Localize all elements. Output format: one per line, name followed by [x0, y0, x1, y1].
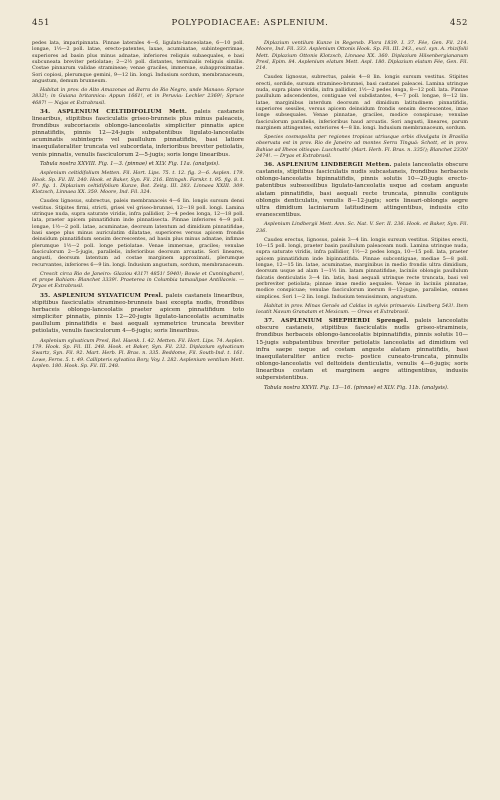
right-column: [256, 40, 468, 792]
description: Caudex lignosus, subrectus, paleis 4—8 lin. longis sursum vestitus. Stipites erecti, sordide, sursum stramineo-brunnei, basi castanei paleacei. Lamina utrinque nuda, supra plane viridis, infra pallidior, 1½—2 pedes longa, 8—12 poll. lata. Pinnae paullulum adscendentes, contiguae vel subdistantes, 4—7 poll. longae, 8—12 lin. latae, marginibus interdum deorsum ad dimidium latitudinem pinnatifidis, superiores sessiles, versus apicem deinsidum frondis sensim decrescentes, imae longe subsequales. Venae pinnatae, graciles, modice conspicuae; venulae fasciculorum parallelis, inferioribus haud arcuatis. Sori angusti, lineares, parum marginem attingentes, exteriores 4—8 lin. longi. Indusium membranaceum, sordum.: [256, 74, 468, 131]
habitat-paragraph: Species cosmopolita per regiones tropicas utriusque orbis divulgata in Brasilia observata est in prov. Rio de Janeiro ad montes Serra Tinguá: Schott, et in prov. Bahiae ad Ilheos oltisque: Luschnath! (Mart. Herb. Fl. Bras. n. 335!); Blanchet 2330! 2474!. — Dryas et Extrabrasil.: [256, 133, 468, 159]
plate-citation: Tabula nostra XXVII. Fig. 13—16. (pinnae) et XLV. Fig. 11b. (analysis).: [264, 384, 449, 391]
synonymy: Asplenium Lindbergii Mett. Ann. Sc. Nat. V. Ser. II. 236. Hook. et Baker, Syn. Fil. 236.: [256, 221, 468, 234]
page-number-left: 451: [32, 18, 51, 28]
left-column: [32, 40, 244, 792]
running-title: POLYPODIACEAE: ASPLENIUM.: [171, 18, 329, 28]
habitat-paragraph: Habitat in prov. Minas Geraës ad Caldas in sylvis primaevis: Lindberg 543!. Item locatit Navum Granatam et Mexicum. — Oreas et Extrabrasil.: [256, 302, 468, 315]
plate-citation: Tabula nostra XXVIII. Fig. 1—3. (pinnae) et XLV. Fig. 11a. (analysis).: [40, 161, 220, 168]
synonymy: Asplenium celtidifolium Metten. Fil. Hort. Lips. 75. t. 12. fig. 3—6. Asplen. 179. Hook. Sp. Fil. III. 240. Hook. et Baker, Syn. Fil. 216. Ettingsh. Farnkr. t. 95. fig. 8. t. 97. fig. 1. Diplazium celtidifolium Kunze, Bot. Zeitg. III. 283. Linnaea XXIII. 309. Klotzsch, Linnaea XX. 359. Moore, Ind. Fil. 324.: [32, 170, 244, 196]
synonymy: Asplenium sylvaticum Presl, Rel. Haenk. I. 42. Metten. Fil. Hort. Lips. 74. Asplen. 179. Hook. Sp. Fil. III. 248. Hook. et Baker, Syn. Fil. 232. Diplazium sylvaticum Swartz, Syn. Fil. 92. Mart. Herb. Fl. Bras. n. 335. Beddome, Fil. South-Ind. t. 161. Lowe, Ferns. 5. t. 49. Callipteris sylvatica Bory, Voy. I. 282. Asplenium ventilum Mett. Asplen. 180. Hook. Sp. Fil. III. 248.: [32, 337, 244, 370]
species-heading: 36. ASPLENIUM LINDBERGII Metten. paleis lanceolatis obscure castaneis, stipitibus fasciculatis nudis subcastaneis, frondibus herbaceis oblongo-lanceolatis bipinnatifidis, pinnis solutis 10—20-jugis erecto-patentibus subsessilibus ligulato-lanceolatis usque ad costam anguste alatam pinnatifidis, basi aequali recte truncata, pinnulis contiguis oblongis denticulatis, venulis 8—12-jugis; soris lineari-oblongis aegre ultra dimidium laciniarum latitudinem attingentibus, indusiis cito evanescentibus.: [256, 162, 468, 218]
paragraph: pedes lata, imparipinnata. Pinnae laterales 4—6, ligulato-lanceolatae, 6—10 poll. longae, 1½—2 poll. latae, erecto-patentes, laxae, acuminatae, subintegerrimae, superiores ad basin plus minus adnatae, inferiores reliquis subaequales, e basi subcuneata breviter petiolatae; 2—2½ poll. distantes, terminalis reliquis similis. Costae pinnarum validae stramineae; venae graciles, immersae, subapproximatae. Sori copiosi, plerumque gemini, 9—12 lin. longi. Indusium sordum, membranaceum, angustum, demum brunneum.: [32, 40, 244, 85]
description: Caudex erectus, lignosus, paleis 3—4 lin. longis sursum vestitus. Stipites erecti, 10—15 poll. longi, praeter basin paullulum paleaceam nudi. Lamina utrinque nuda, supra saturate viridis, infra pallidior, 1½—2 pedes longa, 10—15 poll. lata, praeter apicem pinnatifidum inde bipinnatifida. Pinnae subcontiguae, mediae 5—8 poll. longae, 12—15 lin. latae, acuminatae, marginibus in medio frondis ultra dimidium, deorsum usque ad alam 1—1½ lin. latam pinnatifidae, laciniis oblongis paullulum falcatis denticulatis 3—4 lin. latis, basi aequali utrinque recte truncata, basi vel perbreviter petiolata; pinnae imae medio aequales. Venae in laciniis pinnatae, modice conspicuae; venulae fasciculorum inerum 8—12-jugae, parallelae, omnes simplices. Sori 1—2 lin. longi. Indusium tenuissimum, angustum.: [256, 236, 468, 300]
page-number-right: 452: [449, 18, 468, 28]
species-heading: 37. ASPLENIUM SHEPHERDI Sprengel. paleis lanceolatis obscure castaneis, stipitibus fasciculatis nudis griseo-stramineis, frondibus herbaceis oblongo-lanceolatis bipinnatifidis, pinnis solutis 10—15-jugis subpatentibus breviter petiolatis lanceolatis ad dimidium vel infra saepe usque ad costam anguste alatam pinnatifidis, basi inaequilateraliter antice recto- postice cuneato-truncata, pinnulis oblongo-lanceolatis vel deltoideis denticulatis, venulis 4—6-jugis; soris linearibus costam et marginem aegre attingentibus, indusiis subpersistentibus.: [256, 318, 468, 381]
description: Caudex lignosus, subrectus, paleis membranaceis 4—6 lin. longis sursum densi vestitus. Stipites firmi, stricti, grisei vel griseo-brunnei, 12—18 poll. longi. Lamina utrinque nuda, supra saturate viridis, infra pallidior, 2—4 pedes longa, 12—18 poll. lata, praeter apicem pinnatifidum inde pinnatisecta. Pinnae inferiores 4—9 poll. longae, 1½—2 poll. latae, acuminatae, deorsum latentum ad dimidium pinnatifidae, basi saepe plus minus auriculatim dilatatae, superiores versus apicem frondis deinsidum pinnatifidum sensim decrescentes, ad basin plus minus adnatae, infimae plerumque 1½—2 poll. longe petiolatae. Venae immersae, graciles; venulae fasciculorum 2—5-jugis, parallelis, inferioribus deorsum arcuatis. Sori lineares, angusti, deorsum latentum ad costae marginem approximati, plerumque recurvantes, inferiores 6—9 lin. longi. Indusium angustum, sordum, membranaceum.: [32, 198, 244, 268]
synonymy: Diplazium ventilum Kunze in Regensb. Flora 1839. I. 37. Fée, Gen. Fil. 214. Moore, Ind. Fil. 333. Asplenium Ottonis Hook. Sp. Fil. III. 243., excl. syn. A. rhizifolii Mett. Diplazium Ottonis Klotzsch, Linnaea XX. 360. Diplazium Hilsenbergiananum Presl, Epim. 84. Asplenium elatum Mett. Aspl. 180. Diplazium elatum Fée, Gen. Fil. 214.: [256, 40, 468, 72]
habitat-paragraph: Crescit circa Rio de Janeiro: Glaziou 4317! 4851! 5940!; Bowie et Cunningham!, et prope Bahiam: Blanchet 3339!. Praeterea in Columbia tamaulipae Antillaceis. — Dryas et Extrabrasil.: [32, 270, 244, 290]
species-heading: 35. ASPLENIUM SYLVATICUM Presl. paleis castaneis linearibus, stipitibus fasciculatis stramineo-brunneis basi excepta nudis, frondibus herbaceis oblongo-lanceolatis praeter apicem pinnatifidum toto simpliciter pinnatis, pinnis 12—20-jugis ligulato-lanceolatis acuminatis paullulum pinnatifidis e basi aequali symmetrice truncata breviter petiolatis, venulis fasciculorum 4—6-jugis; soris linearibus.: [32, 292, 244, 335]
habitat-paragraph: Habitat in prov. do Alto Amazonas ad Barra do Rio Negro, unde Manaos: Spruce 3832!; in Guiana britannica: Appun 1661!, et in Peruvia: Lechler 2369!; Spruce 4687! — Najas et Extrabrasil.: [32, 86, 244, 106]
species-heading: 34. ASPLENIUM CELTIDIFOLIUM Mett. paleis castaneis linearibus, stipitibus fasciculatis griseo-brunneis plus minus paleaceis, frondibus subcoriaceis oblongo-lanceolatis simpliciter pinnatis apice pinnatifidis, pinnis 12—24-jugis subpatentibus ligulato-lanceolatis acuminatis subintegris vel paullulum pinnatifidis, basi latiore inaequilateraliter truncata vel subcordata, inferioribus breviter petiolatis, venis pinnatis, venulis fasciculorum 2—5-jugis; soris longe linearibus.: [32, 108, 244, 158]
running-header: [32, 18, 468, 32]
